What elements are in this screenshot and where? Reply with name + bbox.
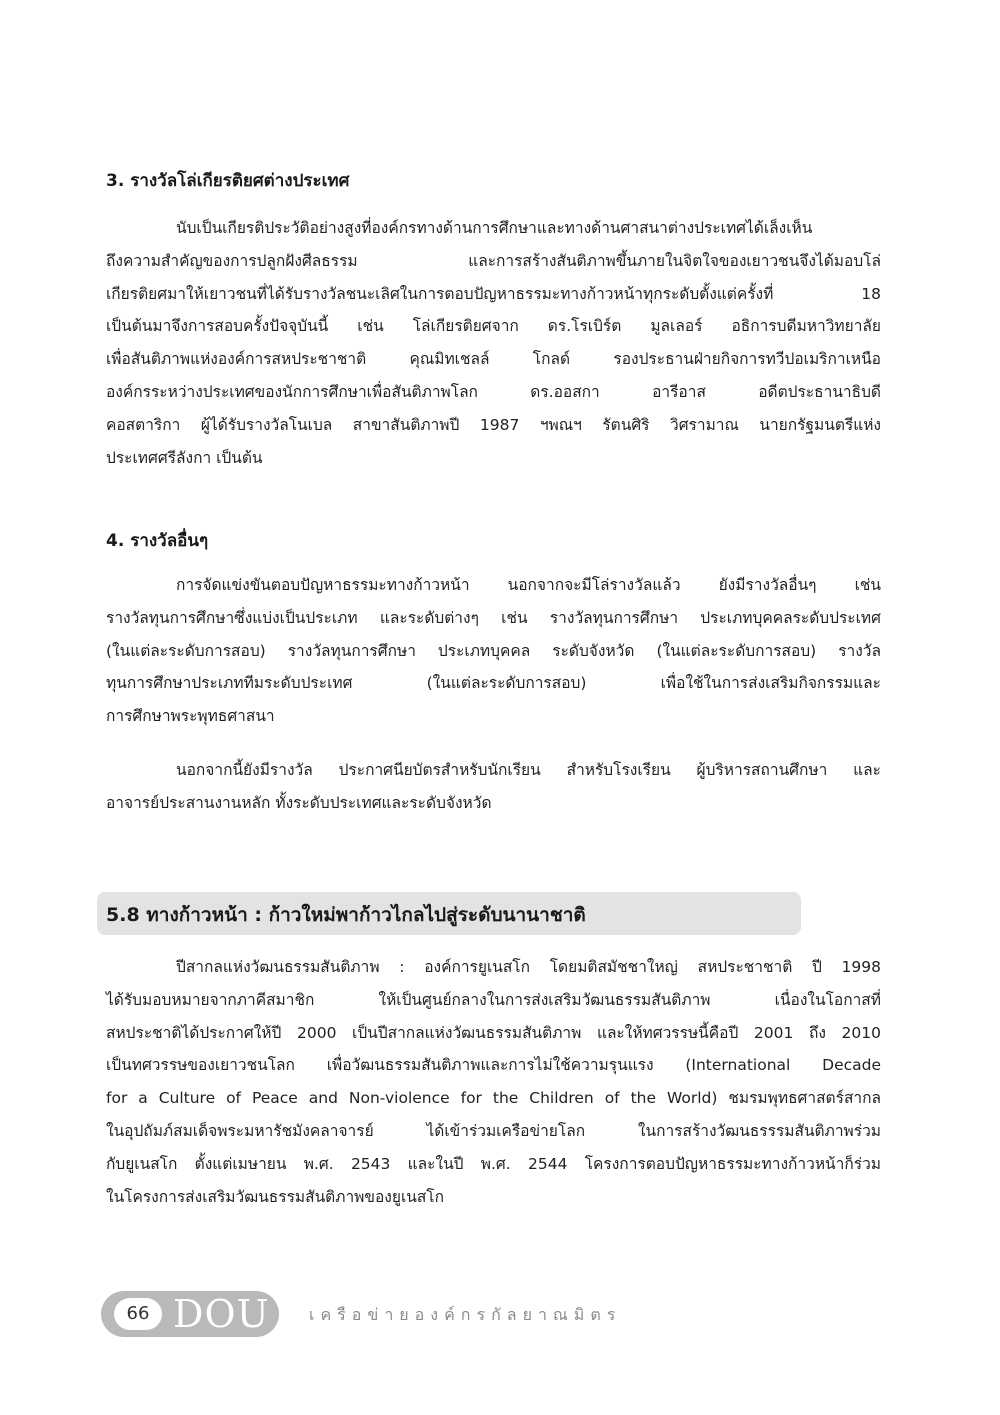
- paragraph-line: (ในแต่ละระดับการสอบ) รางวัลทุนการศึกษา ประเภทบุคคล ระดับจังหวัด (ในแต่ละระดับการสอบ) รางวัล: [106, 641, 881, 660]
- paragraph-line: เพื่อสันติภาพแห่งองค์การสหประชาชาติ คุณมิทเชลล์ โกลด์ รองประธานฝ่ายกิจการทวีปอเมริกาเหนือ: [106, 350, 881, 369]
- section-5-8-paragraph: [106, 951, 881, 1213]
- paragraph-line: เป็นทศวรรษของเยาวชนโลก เพื่อวัฒนธรรมสันติภาพและการไม่ใช้ความรุนแรง (International Decade: [106, 1056, 881, 1075]
- paragraph-line: ในอุปถัมภ์สมเด็จพระมหารัชมังคลาจารย์ ได้เข้าร่วมเครือข่ายโลก ในการสร้างวัฒนธรรรมสันติภาพร่วม: [106, 1121, 881, 1140]
- dou-logo: DOU: [173, 1292, 270, 1336]
- paragraph-line: เป็นต้นมาจึงการสอบครั้งปัจจุบันนี้ เช่น โล่เกียรติยศจาก ดร.โรเบิร์ต มูลเลอร์ อธิการบดีมหาวิทยาลัย: [106, 317, 881, 336]
- section-3-paragraph: [106, 212, 881, 474]
- paragraph-line: การศึกษาพระพุทธศาสนา: [106, 707, 275, 726]
- section-4-paragraph-1: [106, 569, 881, 733]
- paragraph-line: for a Culture of Peace and Non-violence for the Children of the World) ชมรมพุทธศาสตร์สากล: [106, 1089, 881, 1108]
- paragraph-line: องค์กรระหว่างประเทศของนักการศึกษาเพื่อสันติภาพโลก ดร.ออสกา อารีอาส อดีตประธานาธิบดี: [106, 382, 881, 401]
- paragraph-line: อาจารย์ประสานงานหลัก ทั้งระดับประเทศและระดับจังหวัด: [106, 793, 492, 812]
- section-3-heading: 3. รางวัลโล่เกียรติยศต่างประเทศ: [106, 171, 350, 191]
- section-4-paragraph-2: [106, 754, 881, 820]
- section-4-heading: 4. รางวัลอื่นๆ: [106, 531, 209, 551]
- section-5-8-title: 5.8 ทางก้าวหน้า : ก้าวใหม่พาก้าวไกลไปสู่ระดับนานาชาติ: [106, 904, 586, 926]
- paragraph-line: ปีสากลแห่งวัฒนธรรมสันติภาพ : องค์การยูเนสโก โดยมติสมัชชาใหญ่ สหประชาชาติ ปี 1998: [176, 958, 881, 976]
- section-5-8-banner: [97, 892, 801, 935]
- paragraph-line: สหประชาติได้ประกาศให้ปี 2000 เป็นปีสากลแห่งวัฒนธรรมสันติภาพ และให้ทศวรรษนี้คือปี 2001 ถึง 2010: [106, 1023, 881, 1042]
- footer-network-text: เครือข่ายองค์กรกัลยาณมิตร: [309, 1305, 622, 1324]
- paragraph-line: เกียรติยศมาให้เยาวชนที่ได้รับรางวัลชนะเลิศในการตอบปัญหาธรรมะทางก้าวหน้าทุกระดับตั้งแต่ครั้งที่ 18: [106, 284, 881, 303]
- paragraph-line: คอสตาริกา ผู้ได้รับรางวัลโนเบล สาขาสันติภาพปี 1987 ฯพณฯ รัตนศิริ วิศรามาณ นายกรัฐมนตรีแห่ง: [106, 415, 881, 434]
- paragraph-line: รางวัลทุนการศึกษาซึ่งแบ่งเป็นประเภท และระดับต่างๆ เช่น รางวัลทุนการศึกษา ประเภทบุคคลระดับประเทศ: [106, 608, 881, 627]
- paragraph-line: นับเป็นเกียรติประวัติอย่างสูงที่องค์กรทางด้านการศึกษาและทางด้านศาสนาต่างประเทศได้เล็งเห็น: [176, 219, 813, 237]
- page-number: 66: [114, 1298, 162, 1330]
- paragraph-line: ประเทศศรีลังกา เป็นต้น: [106, 448, 263, 467]
- paragraph-line: นอกจากนี้ยังมีรางวัล ประกาศนียบัตรสำหรับนักเรียน สำหรับโรงเรียน ผู้บริหารสถานศึกษา และ: [176, 761, 881, 779]
- paragraph-line: ในโครงการส่งเสริมวัฒนธรรมสันติภาพของยูเนสโก: [106, 1187, 445, 1206]
- paragraph-line: ได้รับมอบหมายจากภาคีสมาชิก ให้เป็นศูนย์กลางในการส่งเสริมวัฒนธรรมสันติภาพ เนื่องในโอกาสที่: [106, 990, 881, 1009]
- footer-badge: [101, 1291, 279, 1337]
- paragraph-line: กับยูเนสโก ตั้งแต่เมษายน พ.ศ. 2543 และในปี พ.ศ. 2544 โครงการตอบปัญหาธรรมะทางก้าวหน้าก็ร่วม: [106, 1154, 881, 1173]
- paragraph-line: ทุนการศึกษาประเภททีมระดับประเทศ (ในแต่ละระดับการสอบ) เพื่อใช้ในการส่งเสริมกิจกรรมและ: [106, 674, 881, 693]
- paragraph-line: ถึงความสำคัญของการปลูกฝังศีลธรรม และการสร้างสันติภาพขึ้นภายในจิตใจของเยาวชนจึงได้มอบโล่: [106, 251, 881, 270]
- paragraph-line: การจัดแข่งขันตอบปัญหาธรรมะทางก้าวหน้า นอกจากจะมีโล่รางวัลแล้ว ยังมีรางวัลอื่นๆ เช่น: [176, 576, 881, 594]
